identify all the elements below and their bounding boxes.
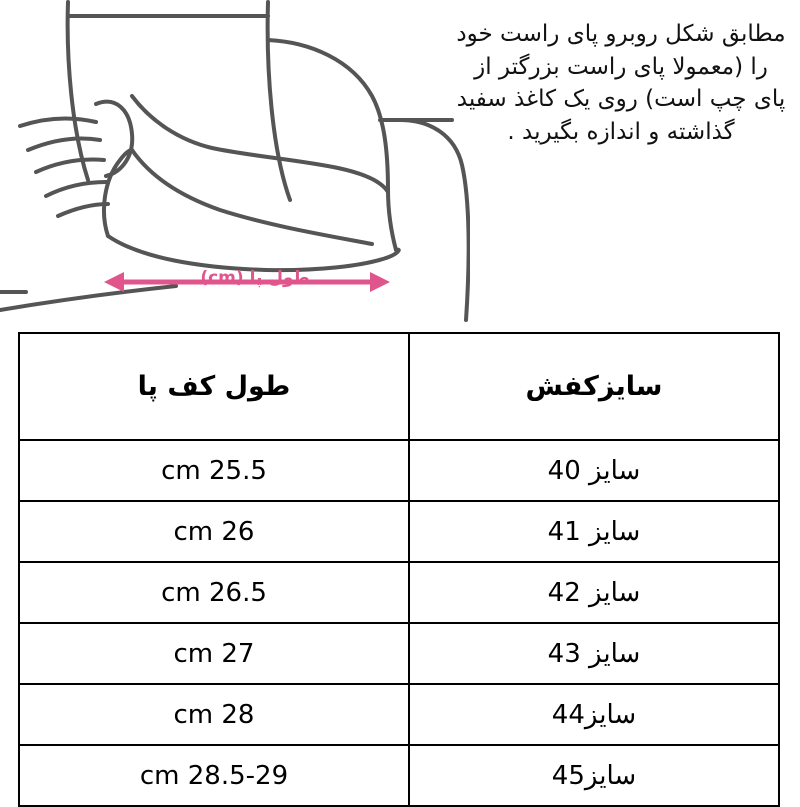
cell-shoe-size: سایز 41	[409, 501, 779, 562]
cell-foot-length: 27 cm	[19, 623, 409, 684]
cell-foot-length: 28 cm	[19, 684, 409, 745]
table-row	[19, 623, 779, 684]
table-row	[19, 562, 779, 623]
instructions-text: مطابق شکل روبرو پای راست خود را (معمولا پای راست بزرگتر از پای چپ است) روی یک کاغذ سفید گذاشته و اندازه بگیرید .	[456, 21, 786, 145]
cell-shoe-size: سایز 40	[409, 440, 779, 501]
cell-foot-length: 26.5 cm	[19, 562, 409, 623]
cell-shoe-size: سایز45	[409, 745, 779, 806]
cell-shoe-size: سایز 43	[409, 623, 779, 684]
table-row	[19, 745, 779, 806]
table-header-row	[19, 333, 779, 440]
size-table	[18, 332, 780, 807]
cell-shoe-size: سایز44	[409, 684, 779, 745]
cell-foot-length: 28.5-29 cm	[19, 745, 409, 806]
size-table-wrapper	[20, 332, 780, 807]
cell-shoe-size: سایز 42	[409, 562, 779, 623]
table-row	[19, 684, 779, 745]
cell-foot-length: 26 cm	[19, 501, 409, 562]
table-row	[19, 440, 779, 501]
top-illustration-area	[0, 0, 800, 332]
header-foot-length: طول کف پا	[19, 333, 409, 440]
table-row	[19, 501, 779, 562]
foot-measure-diagram	[0, 0, 470, 332]
header-shoe-size: سایزکفش	[409, 333, 779, 440]
measure-label: طول پا (cm)	[200, 268, 310, 288]
cell-foot-length: 25.5 cm	[19, 440, 409, 501]
